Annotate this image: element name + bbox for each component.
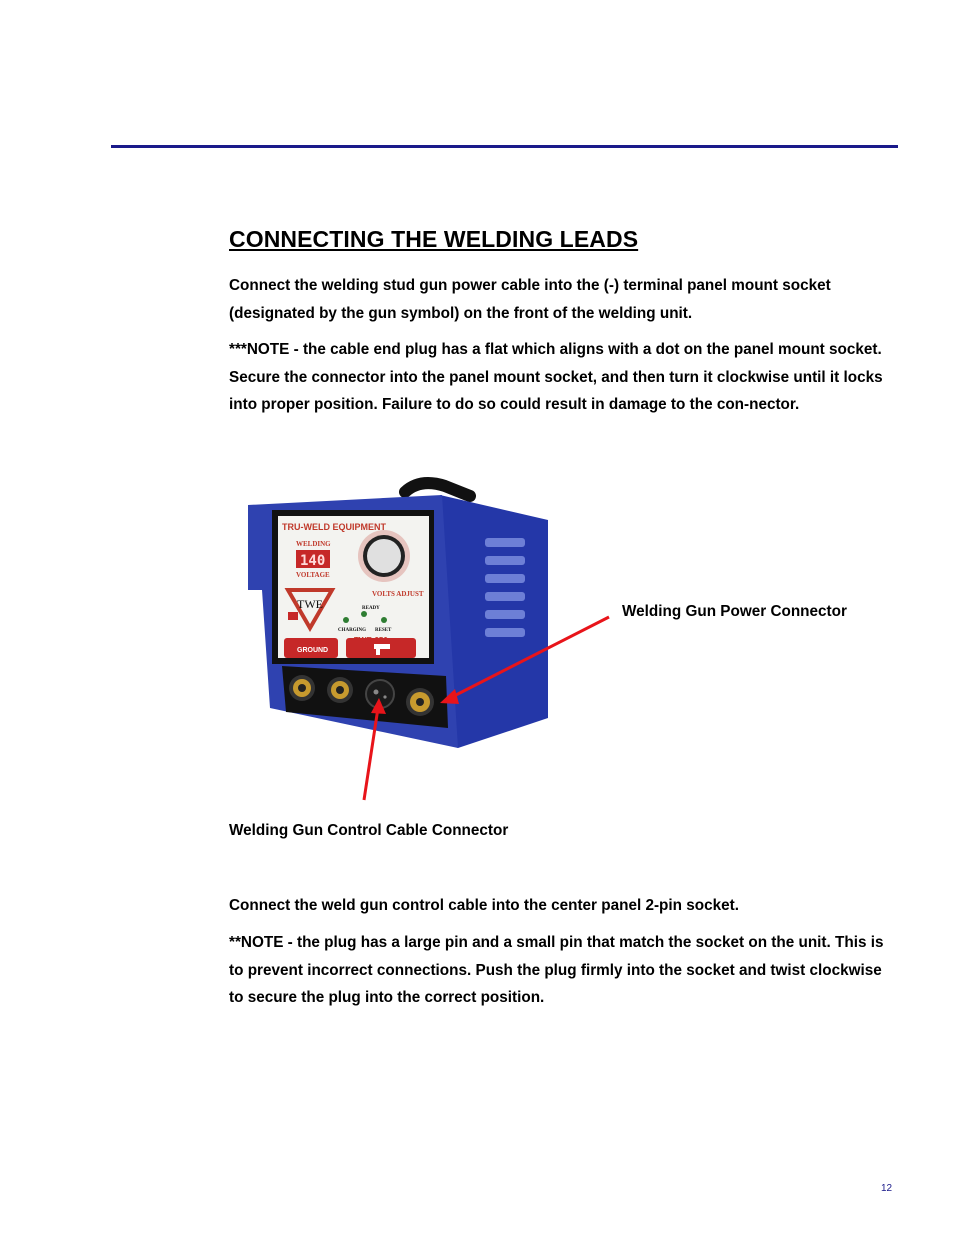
paragraph-power-cable: Connect the welding stud gun power cable into the (-) terminal panel mount socket (designated by the gun symbol) on the front of the welding unit. bbox=[229, 277, 831, 322]
svg-text:READY: READY bbox=[362, 606, 380, 611]
flag-icon bbox=[288, 612, 298, 620]
svg-text:GROUND: GROUND bbox=[297, 647, 329, 654]
reset-led bbox=[381, 617, 387, 623]
paragraph-note-power: ***NOTE - the cable end plug has a flat which aligns with a dot on the panel mount socket. Secure the connector into the panel mount socket, and then turn it clockwise until it locks into proper position. Failure to do so could result in damage to the con-nector. bbox=[229, 341, 883, 413]
charging-led bbox=[343, 617, 349, 623]
svg-text:VOLTAGE: VOLTAGE bbox=[296, 571, 330, 579]
ground-socket bbox=[289, 675, 315, 701]
svg-text:RESET: RESET bbox=[375, 628, 392, 633]
svg-text:CHARGING: CHARGING bbox=[338, 628, 367, 633]
ready-led bbox=[361, 611, 367, 617]
ground-socket-2 bbox=[327, 677, 353, 703]
cable-top bbox=[405, 483, 470, 496]
paragraph-control-cable: Connect the weld gun control cable into the center panel 2-pin socket. bbox=[229, 897, 739, 914]
callout-power-connector: Welding Gun Power Connector bbox=[622, 603, 847, 620]
callout-control-connector: Welding Gun Control Cable Connector bbox=[229, 822, 509, 839]
section-heading: CONNECTING THE WELDING LEADS bbox=[229, 226, 639, 252]
svg-text:TWE: TWE bbox=[297, 597, 323, 611]
brand-text: TRU-WELD EQUIPMENT bbox=[282, 522, 386, 532]
page-number: 12 bbox=[881, 1183, 893, 1194]
voltage-display-value: 140 bbox=[300, 553, 326, 569]
paragraph-note-control: **NOTE - the plug has a large pin and a small pin that match the socket on the unit. This is to prevent incorrect connections. Push the plug firmly into the socket and twist clockwise to secure the plug into the correct position. bbox=[229, 934, 884, 1006]
svg-text:VOLTS ADJUST: VOLTS ADJUST bbox=[372, 590, 424, 598]
gun-power-socket bbox=[406, 688, 434, 716]
svg-text:WELDING: WELDING bbox=[296, 540, 331, 548]
unit-side bbox=[440, 495, 548, 748]
